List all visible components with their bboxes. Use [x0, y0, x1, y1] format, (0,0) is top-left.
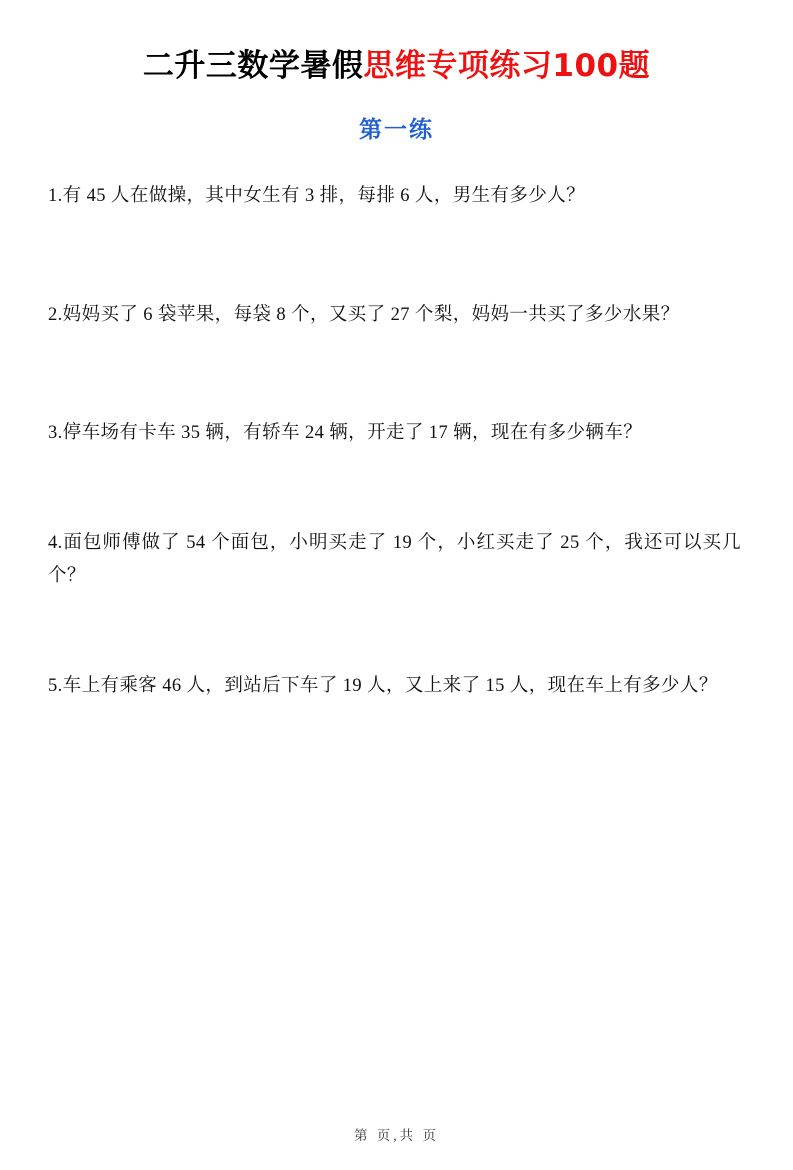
section-subtitle: 第一练	[359, 117, 434, 144]
problem-item-1: 1.有 45 人在做操，其中女生有 3 排，每排 6 人，男生有多少人？	[48, 186, 586, 207]
worksheet-page	[0, 48, 793, 1170]
page-footer: 第 页,共 页	[353, 1128, 440, 1143]
problem-item-2: 2.妈妈买了 6 袋苹果，每袋 8 个，又买了 27 个梨，妈妈一共买了多少水果？	[48, 304, 680, 325]
answer-space-3	[48, 449, 741, 527]
problem-item-5: 5.车上有乘客 46 人，到站后下车了 19 人，又上来了 15 人，现在车上有多少人？	[48, 676, 718, 697]
answer-space-4	[48, 592, 741, 670]
problem-list	[42, 180, 751, 702]
problem-item-4: 4.面包师傅做了 54 个面包，小明买走了 19 个，小红买走了 25 个，我还可以买几个？	[48, 533, 741, 586]
answer-space-2	[48, 331, 741, 417]
problem-item-3: 3.停车场有卡车 35 辆，有轿车 24 辆，开走了 17 辆，现在有多少辆车？	[48, 422, 643, 443]
page-title	[42, 48, 751, 85]
page-title-part-2: 思维专项练习100题	[363, 48, 651, 84]
page-title-part-1: 二升三数学暑假	[142, 48, 364, 84]
answer-space-1	[48, 213, 741, 299]
